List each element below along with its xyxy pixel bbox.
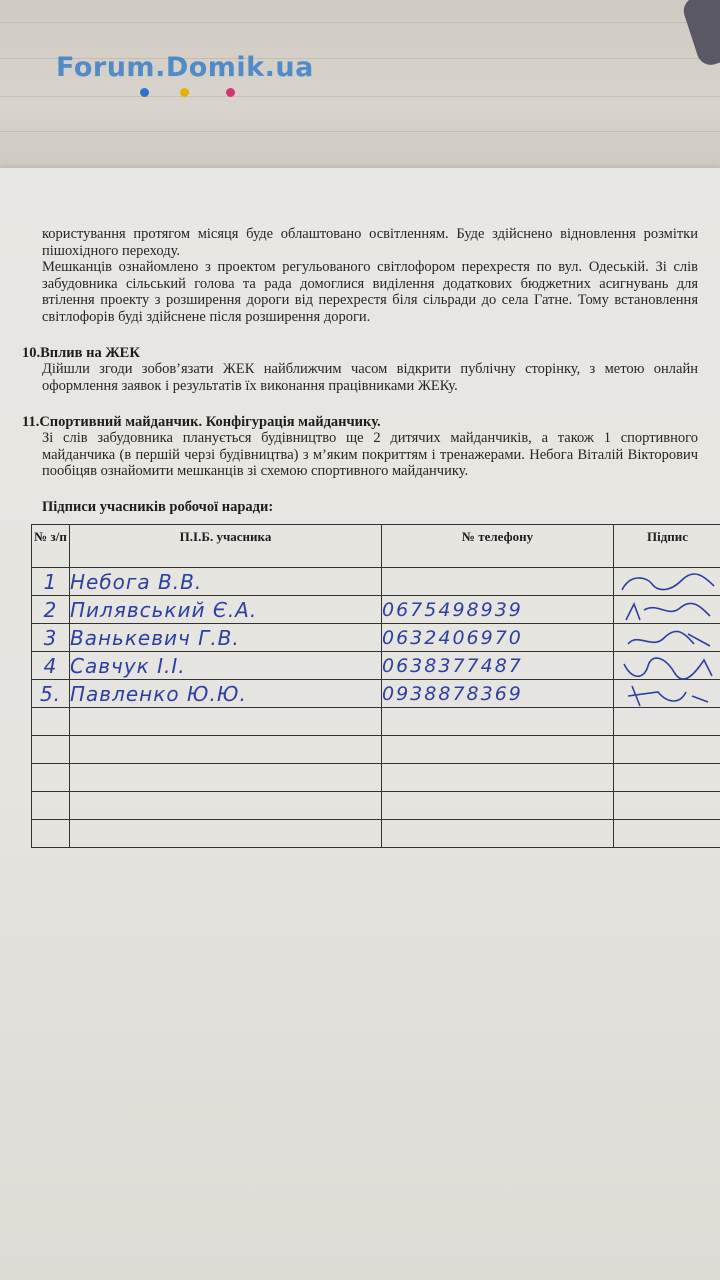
table-row-empty <box>32 792 720 820</box>
participant-phone <box>382 568 614 596</box>
watermark-logo: Forum.Domik.ua <box>56 52 314 83</box>
handwritten-signature-1 <box>618 570 718 598</box>
signatures-heading: Підписи учасників робочої наради: <box>42 499 274 515</box>
handwritten-signature-4 <box>618 654 718 682</box>
table-row <box>32 568 720 596</box>
row-number: 2 <box>32 596 70 624</box>
participant-phone: 0638377487 <box>382 652 614 680</box>
signature-cell <box>614 624 720 652</box>
document-page <box>0 168 720 1280</box>
participant-phone: 0632406970 <box>382 624 614 652</box>
header-name: П.І.Б. учасника <box>70 525 382 568</box>
table-header-row <box>32 525 720 568</box>
desk-background <box>0 0 720 175</box>
row-number: 1 <box>32 568 70 596</box>
participant-name: Павленко Ю.Ю. <box>70 680 382 708</box>
table-row <box>32 680 720 708</box>
row-number: 4 <box>32 652 70 680</box>
participant-name: Савчук І.І. <box>70 652 382 680</box>
section-10-body: Дійшли згоди зобов’язати ЖЕК найближчим часом відкрити публічну сторінку, з метою онлайн оформлення заявок і результатів їх виконання працівниками ЖЕКу. <box>42 361 698 394</box>
participant-phone: 0938878369 <box>382 680 614 708</box>
handwritten-signature-2 <box>618 598 718 626</box>
table-row-empty <box>32 820 720 848</box>
participant-name: Небога В.В. <box>70 568 382 596</box>
row-number: 3 <box>32 624 70 652</box>
signature-cell <box>614 652 720 680</box>
header-number: № з/п <box>32 525 70 568</box>
signature-cell <box>614 596 720 624</box>
section-10-heading: 10.Вплив на ЖЕК <box>22 345 140 361</box>
handwritten-signature-5 <box>618 682 718 710</box>
table-row <box>32 652 720 680</box>
signatures-table <box>31 524 720 848</box>
table-row-empty <box>32 708 720 736</box>
table-row-empty <box>32 736 720 764</box>
section-11-heading: 11.Спортивний майданчик. Конфігурація майданчику. <box>22 414 381 430</box>
participant-name: Ванькевич Г.В. <box>70 624 382 652</box>
table-row-empty <box>32 764 720 792</box>
participant-phone: 0675498939 <box>382 596 614 624</box>
signature-cell <box>614 568 720 596</box>
participant-name: Пилявський Є.А. <box>70 596 382 624</box>
paragraph-lighting: користування протягом місяця буде облаштовано освітленням. Буде здійснено відновлення розмітки пішохідного переходу. <box>42 226 698 259</box>
paragraph-traffic-light: Мешканців ознайомлено з проектом регульованого світлофором перехрестя по вул. Одеській. Зі слів забудовника сільський голова та рада домоглися виділення додаткових бюджетних асигнувань для втілення проекту з розширення дороги від перехрестя біля сільради до села Гатне. Тому встановлення світлофорів буді здійснене після розширення дороги. <box>42 259 698 325</box>
row-number: 5. <box>32 680 70 708</box>
top-paragraphs <box>42 226 698 325</box>
signature-cell <box>614 680 720 708</box>
header-phone: № телефону <box>382 525 614 568</box>
section-11-body: Зі слів забудовника планується будівництво ще 2 дитячих майданчиків, а також 1 спортивного майданчика (в першій черзі будівництва) з м’яким покриттям і тренажерами. Небога Віталій Вікторович пообіцяв ознайомити мешканців зі схемою спортивного майданчику. <box>42 430 698 479</box>
table-row <box>32 624 720 652</box>
table-row <box>32 596 720 624</box>
handwritten-signature-3 <box>618 626 718 654</box>
header-signature: Підпис <box>614 525 720 568</box>
